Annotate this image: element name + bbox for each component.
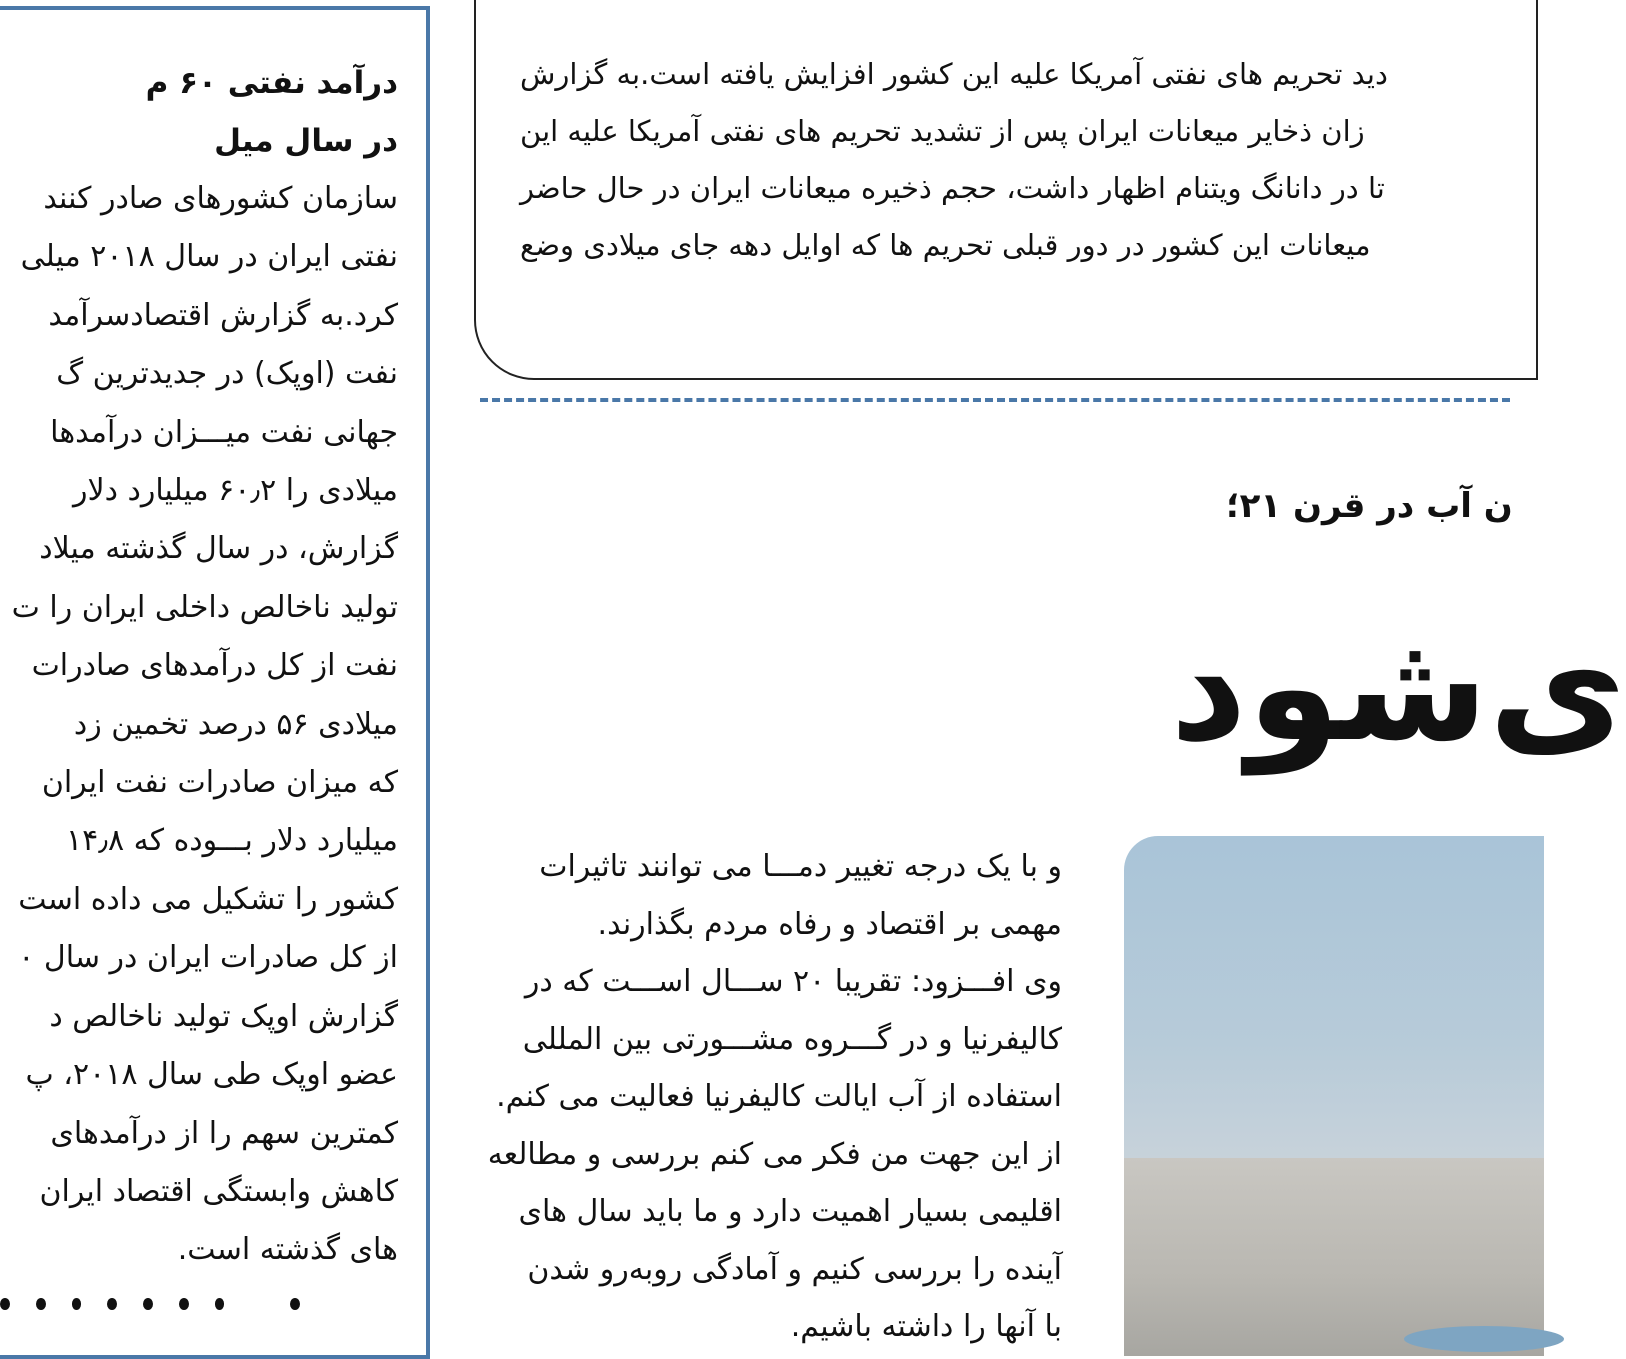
dot [36,1298,46,1310]
sidebar-text-line: میلادی را ۶۰٫۲ میلیارد دلار [73,473,398,509]
sidebar-content [0,10,398,1280]
sidebar-title-line-1: درآمد نفتی ۶۰ م [145,65,398,101]
dotted-divider [0,1298,300,1314]
sidebar-text-line: سازمان کشورهای صادر کنند [43,181,398,216]
dot [72,1298,82,1310]
article-body-column [486,838,1062,1356]
article-photo [1124,836,1544,1356]
sidebar-news-box [0,6,430,1359]
body-text-line: کالیفرنیا و در گـــروه مشـــورتی بین المللی [522,1021,1062,1057]
dot [107,1298,117,1310]
dot [290,1298,300,1310]
top-article-line: میعانات این کشور در دور قبلی تحریم ها که اوایل دهه جای میلادی وضع [520,228,1371,262]
photo-water [1404,1326,1564,1352]
sidebar-text-line: عضو اوپک طی سال ۲۰۱۸، پ [25,1057,398,1093]
top-article-line: تا در دانانگ ویتنام اظهار داشت، حجم ذخیره میعانات ایران در حال حاضر [520,171,1385,205]
top-article-line: زان ذخایر میعانات ایران پس از تشدید تحریم های نفتی آمریکا علیه این [520,114,1365,148]
sidebar-title-line-2: در سال میل [214,123,398,159]
sidebar-text-line: گزارش اوپک تولید ناخالص د [49,998,398,1034]
dashed-separator [480,398,1510,402]
dot [179,1298,189,1310]
sidebar-text-line: جهانی نفت میـــزان درآمدها [50,414,398,450]
body-text-line: از این جهت من فکر می کنم بررسی و مطالعه [487,1136,1062,1172]
body-text-line: آینده را بررسی کنیم و آمادگی روبه‌رو شدن [527,1251,1062,1287]
sidebar-text-line: میلیارد دلار بـــوده که ۱۴٫۸ [66,823,398,859]
sidebar-text-line: کشور را تشکیل می داده است [18,881,398,917]
sidebar-text-line: نفت از کل درآمدهای صادرات [31,648,398,684]
body-text-line: و با یک درجه تغییر دمـــا می توانند تاثیرات [539,849,1062,884]
body-text-line: اقلیمی بسیار اهمیت دارد و ما باید سال های [518,1194,1062,1229]
sidebar-text-line: تولید ناخالص داخلی ایران را ت [11,589,398,625]
body-text-line: وی افـــزود: تقریبا ۲۰ ســـال اســـت که در [524,964,1062,999]
top-article-line: دید تحریم های نفتی آمریکا علیه این کشور افزایش یافته است.به گزارش [520,57,1388,91]
body-text-line: با آنها را داشته باشیم. [790,1309,1062,1344]
sidebar-text-line: کاهش وابستگی اقتصاد ایران [39,1173,398,1209]
sidebar-text-line: از کل صادرات ایران در سال ۰ [18,940,398,976]
dot [215,1298,225,1310]
body-text-line: استفاده از آب ایالت کالیفرنیا فعالیت می کنم. [496,1079,1062,1114]
top-article-box [474,0,1538,380]
article-kicker: ن آب در قرن ۲۱؛ [1226,486,1513,526]
sidebar-text-line: کرد.به گزارش اقتصادسرآمد [48,297,398,333]
sidebar-text-line: نفت (اوپک) در جدیدترین گ [56,356,398,392]
article-headline: ی‌شود [1170,601,1626,775]
dot [0,1298,10,1310]
sidebar-text-line: میلادی ۵۶ درصد تخمین زد [73,706,398,742]
sidebar-text-line: کمترین سهم را از درآمدهای [50,1115,398,1151]
body-text-line: مهمی بر اقتصاد و رفاه مردم بگذارند. [597,906,1062,942]
dot [143,1298,153,1310]
sidebar-text-line: گزارش، در سال گذشته میلاد [39,531,398,567]
sidebar-text-line: که میزان صادرات نفت ایران [41,765,398,801]
sidebar-text-line: نفتی ایران در سال ۲۰۱۸ میلی [20,239,398,275]
sidebar-text-line: های گذشته است. [177,1232,398,1268]
